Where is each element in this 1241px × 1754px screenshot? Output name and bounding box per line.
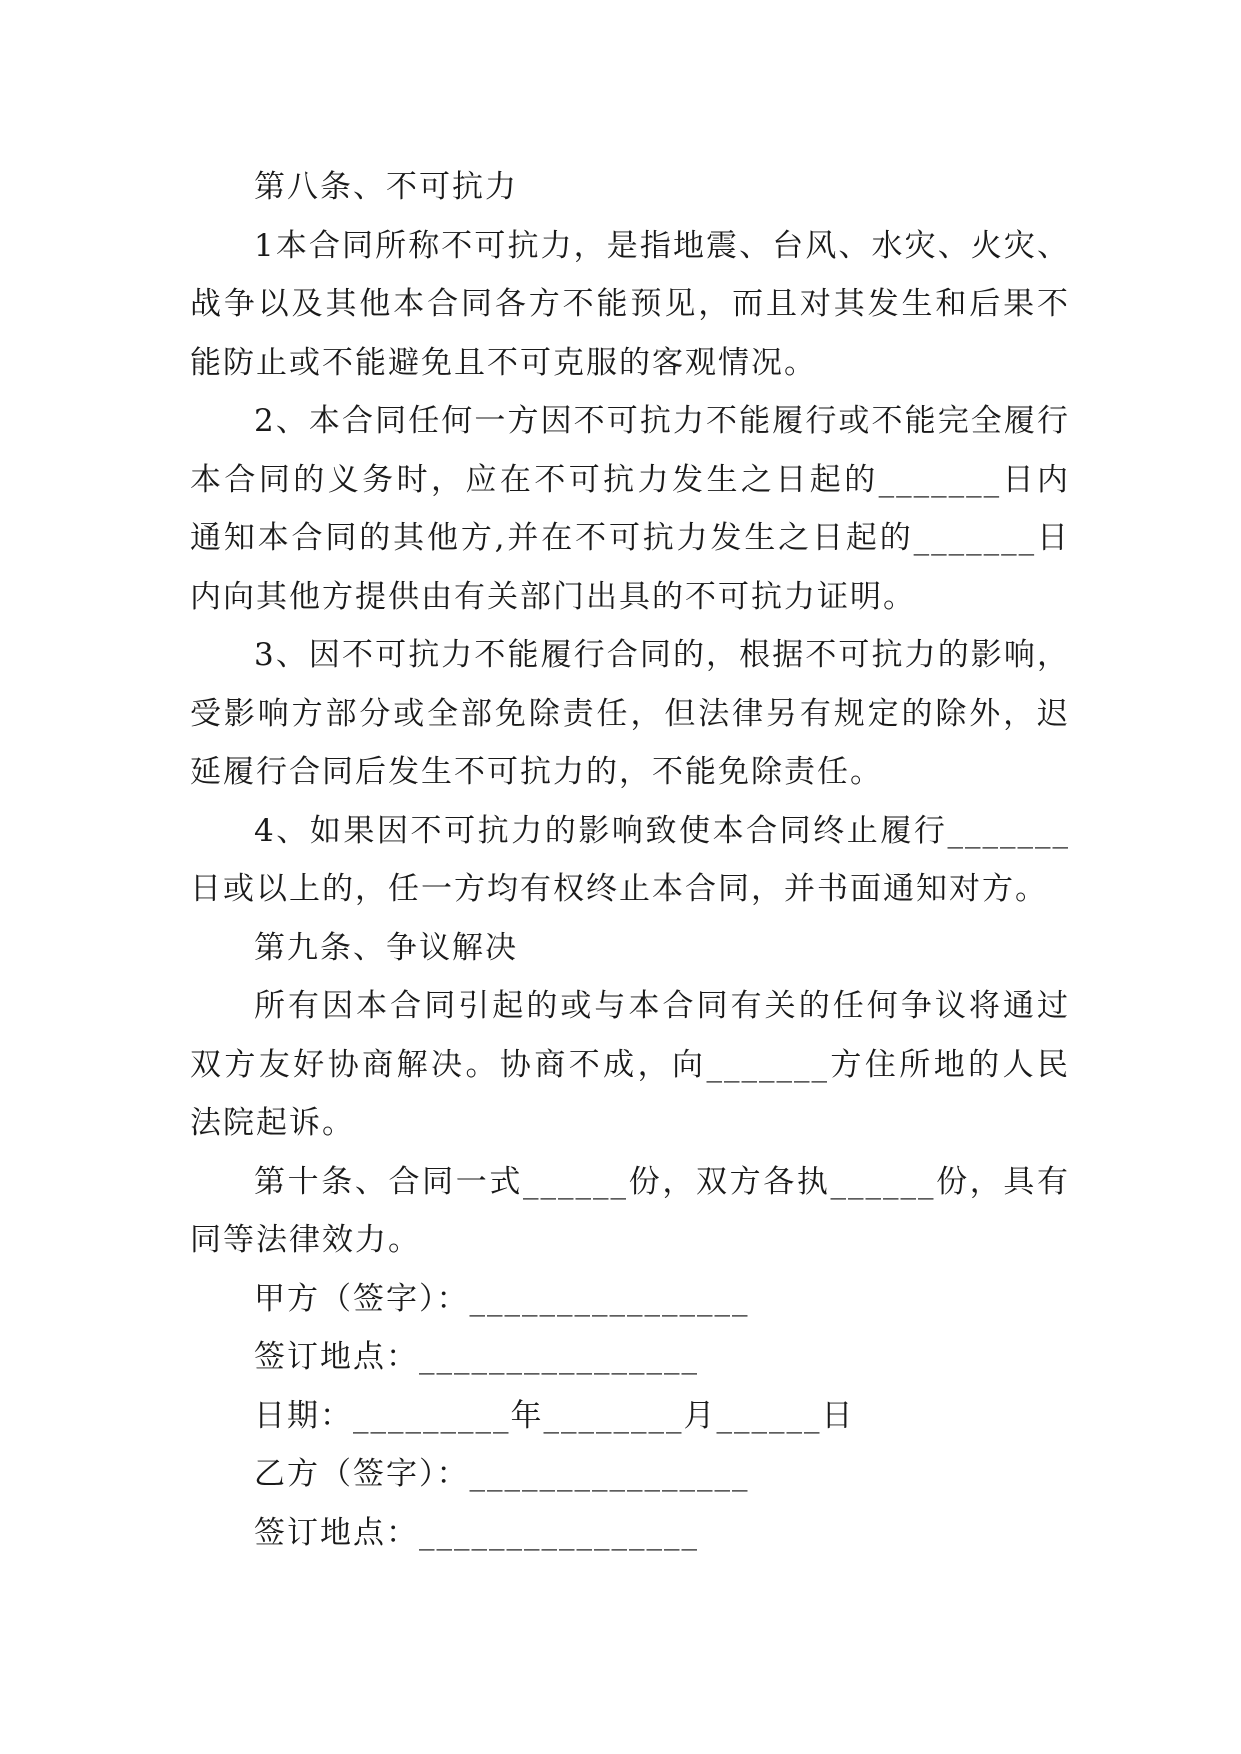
- party-b-signature: 乙方（签字）：________________: [254, 1456, 750, 1492]
- article-9-body: 所有因本合同引起的或与本合同有关的任何争议将通过双方友好协商解决。协商不成，向_______方住所地的人民法院起诉。: [190, 988, 1070, 1141]
- article-8-clause-2: 2、本合同任何一方因不可抗力不能履行或不能完全履行本合同的义务时，应在不可抗力发生之日起的_______日内通知本合同的其他方,并在不可抗力发生之日起的_______日内向其他方提供由有关部门出具的不可抗力证明。: [190, 403, 1070, 615]
- article-8-clause-3: 3、因不可抗力不能履行合同的，根据不可抗力的影响，受影响方部分或全部免除责任，但法律另有规定的除外，迟延履行合同后发生不可抗力的，不能免除责任。: [190, 637, 1070, 790]
- article-8-clause-1: 1本合同所称不可抗力，是指地震、台风、水灾、火灾、战争以及其他本合同各方不能预见，而且对其发生和后果不能防止或不能避免且不可克服的客观情况。: [190, 227, 1070, 381]
- article-8-clause-4: 4、如果因不可抗力的影响致使本合同终止履行_______日或以上的，任一方均有权终止本合同，并书面通知对方。: [190, 812, 1070, 907]
- party-a-signature: 甲方（签字）：________________: [254, 1280, 750, 1317]
- article-9-heading: 第九条、争议解决: [254, 929, 518, 966]
- article-10-body: 第十条、合同一式______份，双方各执______份，具有同等法律效力。: [190, 1163, 1070, 1258]
- signing-date: 日期：_________年________月______日: [254, 1397, 855, 1434]
- party-a-signing-place: 签订地点：________________: [254, 1339, 699, 1375]
- document-page: [190, 158, 1070, 1562]
- article-8-heading: 第八条、不可抗力: [254, 169, 518, 205]
- party-b-signing-place: 签订地点：________________: [254, 1514, 699, 1551]
